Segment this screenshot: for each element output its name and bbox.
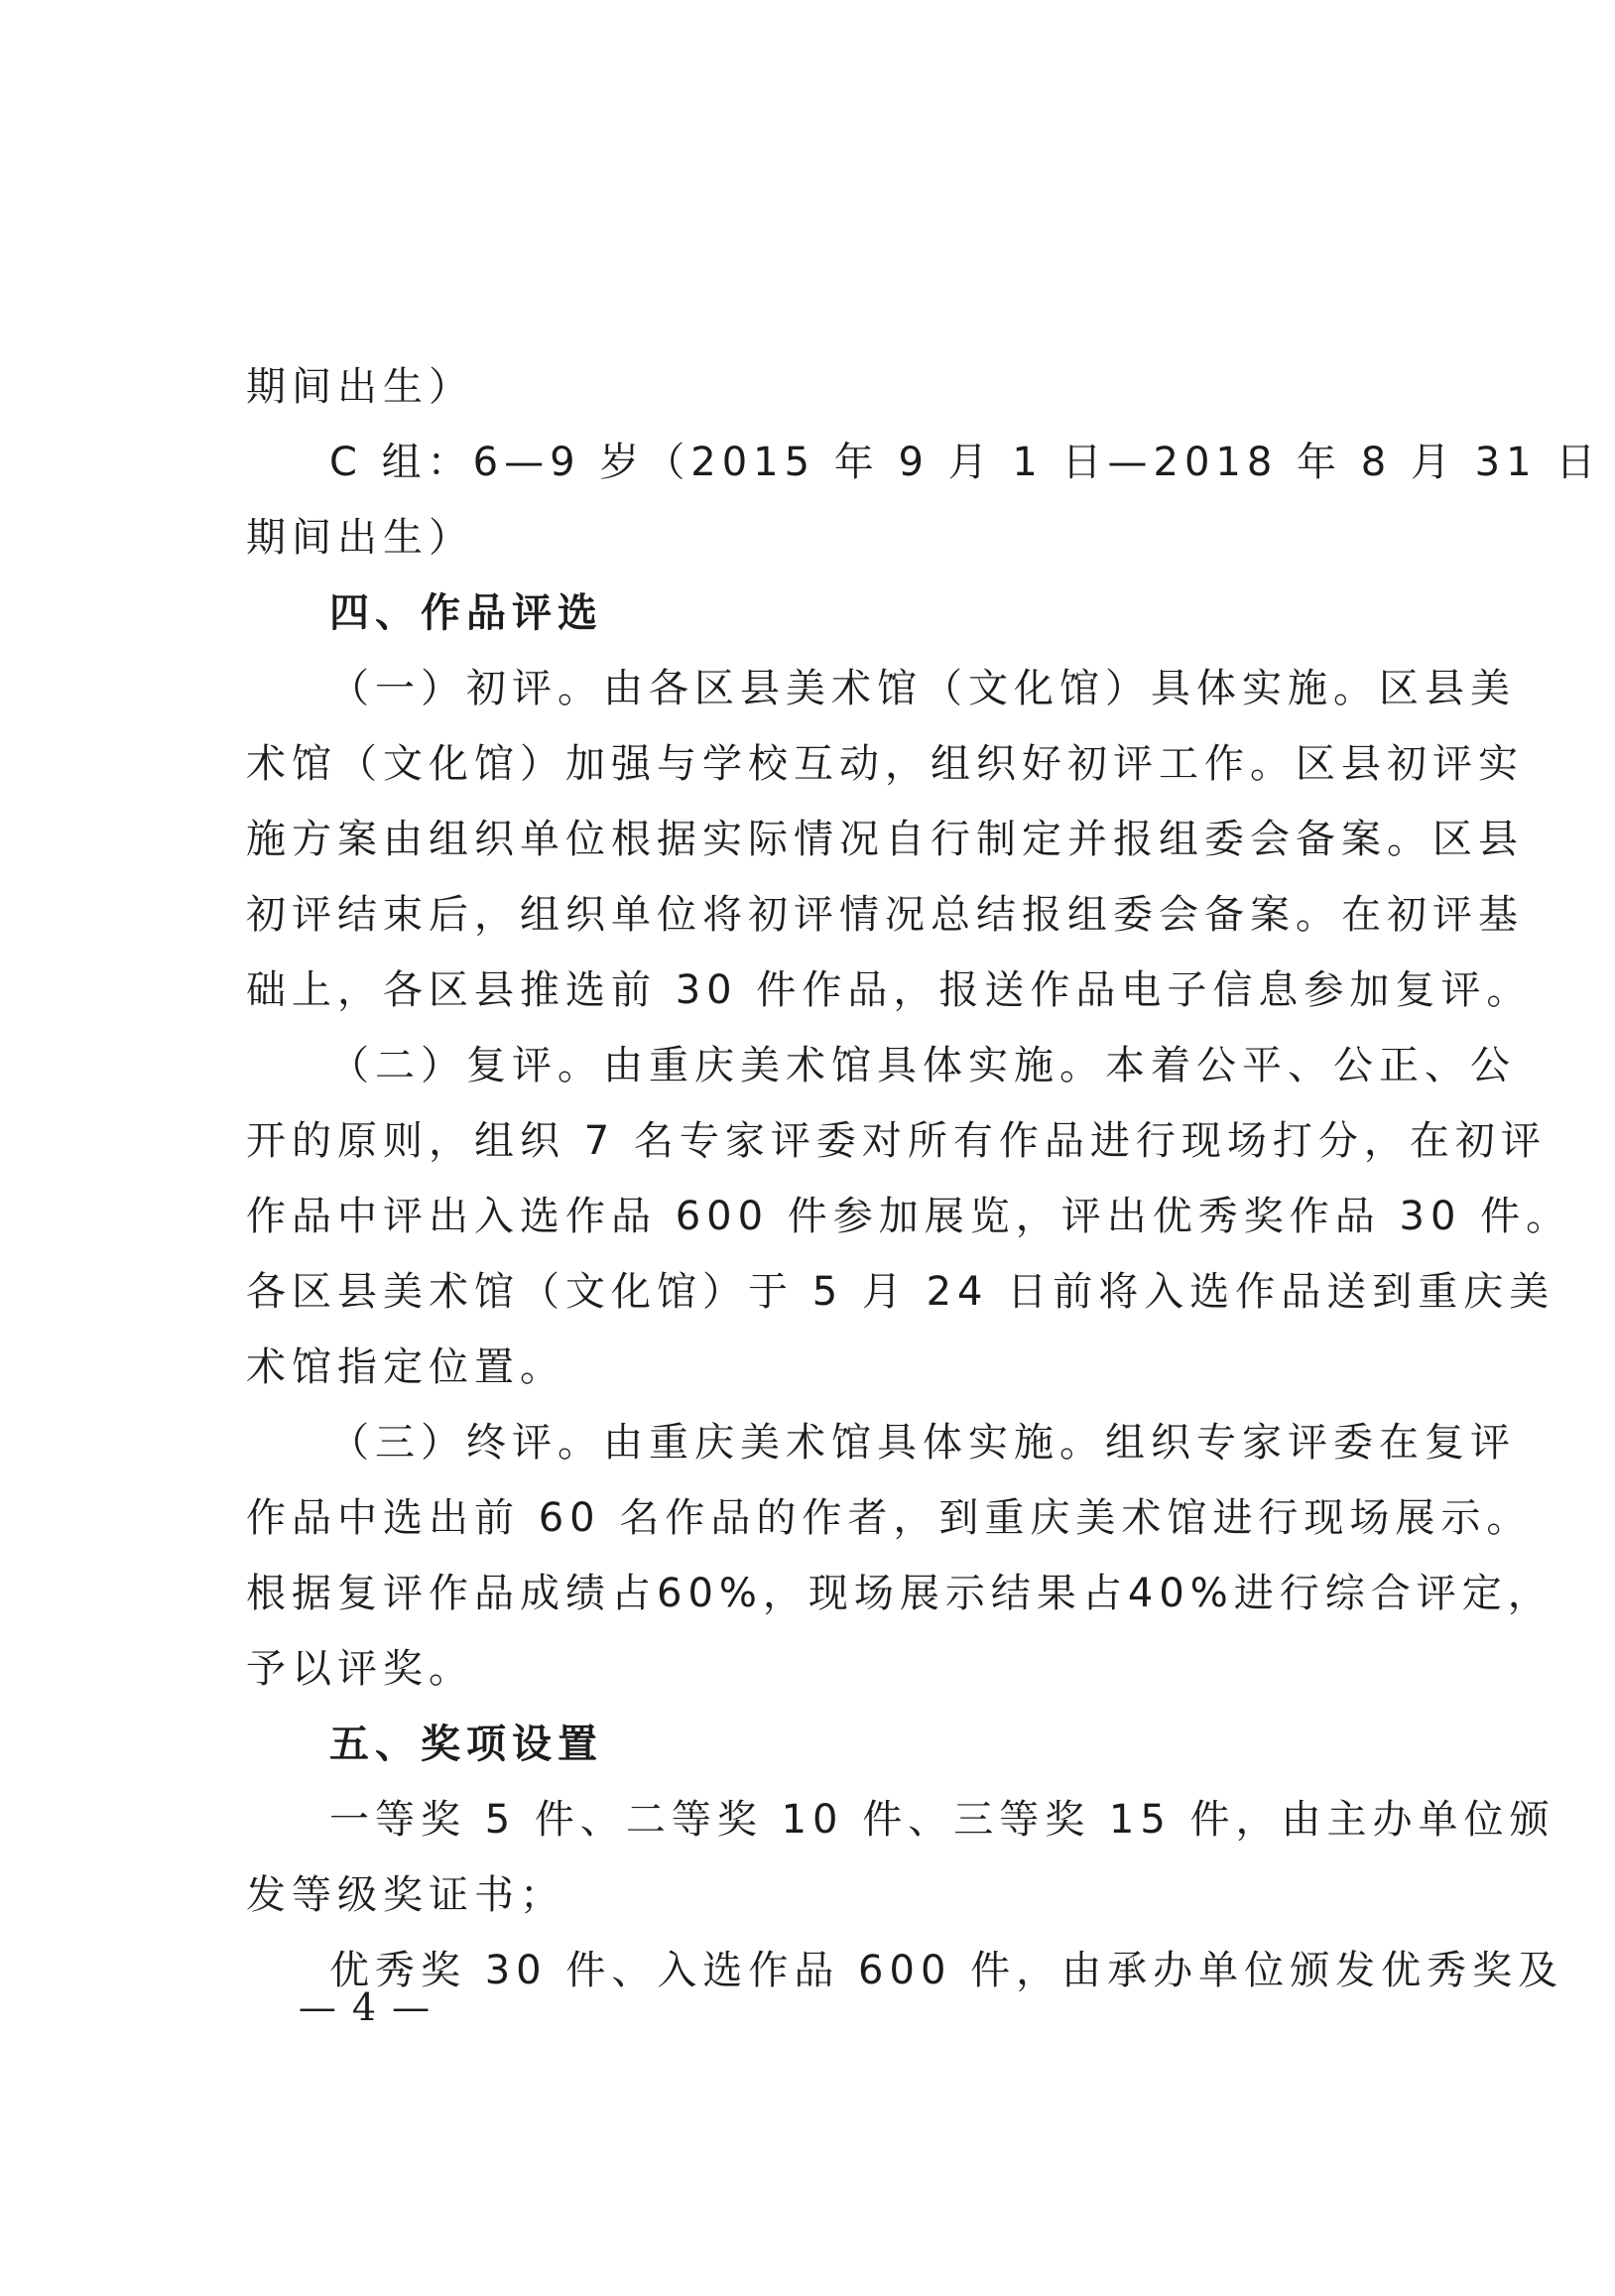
section-heading: 五、奖项设置	[329, 1722, 603, 1767]
text-line: 期间出生）	[246, 364, 474, 410]
document-body	[246, 349, 1602, 2008]
text-line: 根据复评作品成绩占60%，现场展示结果占40%进行综合评定，	[246, 1571, 1553, 1616]
text-line: 施方案由组织单位根据实际情况自行制定并报组委会备案。区县	[246, 817, 1524, 862]
text-line: （二）复评。由重庆美术馆具体实施。本着公平、公正、公	[329, 1043, 1516, 1088]
text-line: 术馆指定位置。	[246, 1344, 565, 1390]
text-line: 优秀奖 30 件、入选作品 600 件，由承办单位颁发优秀奖及	[329, 1948, 1564, 1993]
text-line: （三）终评。由重庆美术馆具体实施。组织专家评委在复评	[329, 1420, 1516, 1466]
section-heading: 四、作品评选	[329, 590, 603, 636]
text-line: （一）初评。由各区县美术馆（文化馆）具体实施。区县美	[329, 666, 1516, 711]
text-line: 予以评奖。	[246, 1646, 474, 1692]
text-line: C 组：6—9 岁（2015 年 9 月 1 日—2018 年 8 月 31 日	[329, 440, 1602, 485]
text-line: 作品中评出入选作品 600 件参加展览，评出优秀奖作品 30 件。	[246, 1194, 1572, 1239]
text-line: 作品中选出前 60 名作品的作者，到重庆美术馆进行现场展示。	[246, 1495, 1533, 1541]
text-line: 期间出生）	[246, 515, 474, 561]
text-line: 开的原则，组织 7 名专家评委对所有作品进行现场打分，在初评	[246, 1118, 1547, 1164]
text-line: 初评结束后，组织单位将初评情况总结报组委会备案。在初评基	[246, 892, 1524, 938]
text-line: 发等级奖证书；	[246, 1872, 565, 1918]
text-line: 术馆（文化馆）加强与学校互动，组织好初评工作。区县初评实	[246, 741, 1524, 787]
text-line: 础上，各区县推选前 30 件作品，报送作品电子信息参加复评。	[246, 967, 1533, 1013]
text-line: 一等奖 5 件、二等奖 10 件、三等奖 15 件，由主办单位颁	[329, 1797, 1555, 1843]
page-number: — 4 —	[298, 1985, 433, 2029]
text-line: 各区县美术馆（文化馆）于 5 月 24 日前将入选作品送到重庆美	[246, 1269, 1555, 1315]
